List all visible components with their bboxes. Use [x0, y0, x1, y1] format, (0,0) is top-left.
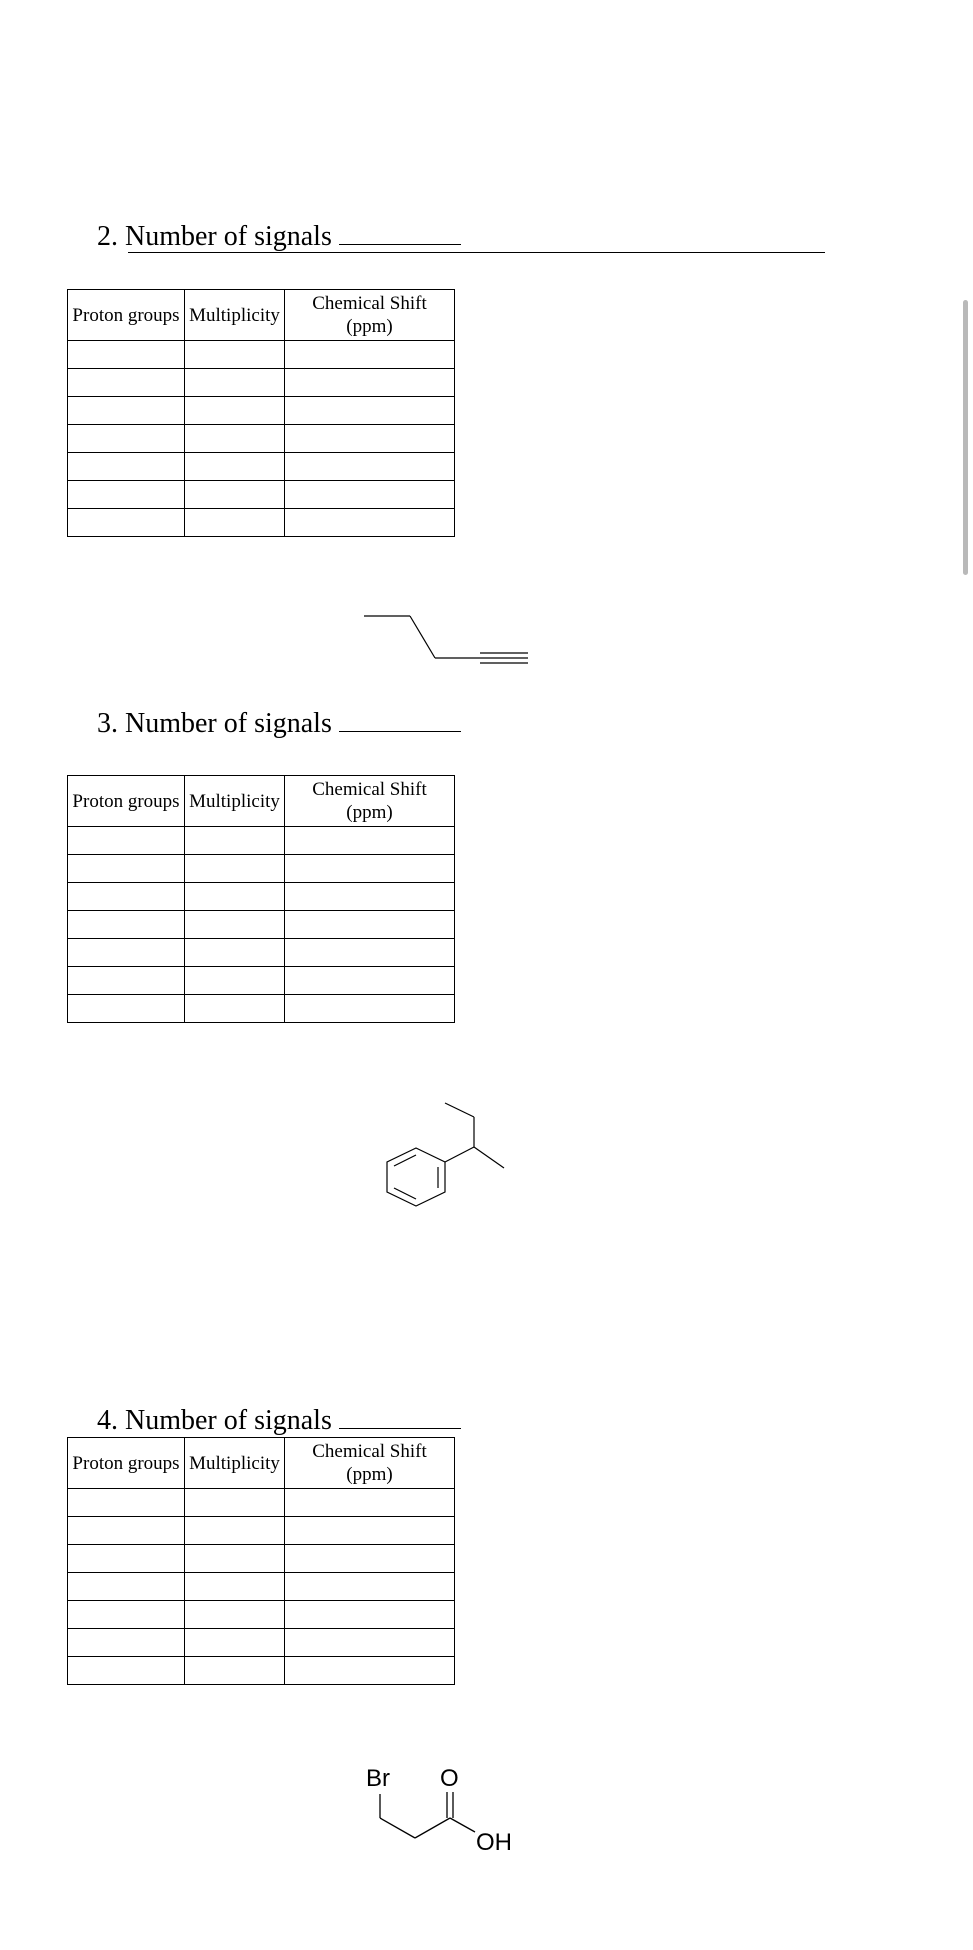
table-row	[68, 509, 455, 537]
multiplicity-cell[interactable]	[185, 1489, 285, 1517]
multiplicity-cell[interactable]	[185, 967, 285, 995]
proton-group-cell[interactable]	[68, 1573, 185, 1601]
table-row	[68, 1517, 455, 1545]
chemical-shift-cell[interactable]	[285, 1601, 455, 1629]
proton-group-cell[interactable]	[68, 827, 185, 855]
table-row	[68, 1601, 455, 1629]
multiplicity-cell[interactable]	[185, 453, 285, 481]
proton-group-cell[interactable]	[68, 1629, 185, 1657]
chemical-shift-cell[interactable]	[285, 883, 455, 911]
table-row	[68, 855, 455, 883]
chemical-shift-cell[interactable]	[285, 967, 455, 995]
proton-group-cell[interactable]	[68, 369, 185, 397]
hydroxyl-label: OH	[476, 1829, 512, 1856]
nmr-table-q2	[67, 289, 455, 537]
table-row	[68, 883, 455, 911]
question-2-heading	[97, 218, 461, 253]
multiplicity-cell[interactable]	[185, 1657, 285, 1685]
table-row	[68, 481, 455, 509]
proton-group-cell[interactable]	[68, 883, 185, 911]
question-number: 2.	[97, 221, 118, 252]
proton-group-cell[interactable]	[68, 1657, 185, 1685]
multiplicity-cell[interactable]	[185, 481, 285, 509]
proton-group-cell[interactable]	[68, 911, 185, 939]
question-label: Number of signals	[125, 708, 332, 739]
chemical-shift-cell[interactable]	[285, 911, 455, 939]
table-row	[68, 1629, 455, 1657]
but-1-yne-skeletal-structure-icon	[360, 608, 535, 668]
header-proton-groups: Proton groups	[68, 290, 185, 341]
chemical-shift-cell[interactable]	[285, 425, 455, 453]
proton-group-cell[interactable]	[68, 939, 185, 967]
multiplicity-cell[interactable]	[185, 397, 285, 425]
proton-group-cell[interactable]	[68, 995, 185, 1023]
multiplicity-cell[interactable]	[185, 883, 285, 911]
table-row	[68, 397, 455, 425]
chemical-shift-cell[interactable]	[285, 341, 455, 369]
vertical-scrollbar[interactable]	[963, 300, 968, 575]
chemical-shift-cell[interactable]	[285, 1489, 455, 1517]
multiplicity-cell[interactable]	[185, 1573, 285, 1601]
underline-rule	[128, 252, 825, 253]
table-row	[68, 1657, 455, 1685]
multiplicity-cell[interactable]	[185, 855, 285, 883]
chemical-shift-cell[interactable]	[285, 369, 455, 397]
multiplicity-cell[interactable]	[185, 827, 285, 855]
table-row	[68, 967, 455, 995]
header-chemical-shift: Chemical Shift (ppm)	[285, 776, 455, 827]
chemical-shift-cell[interactable]	[285, 995, 455, 1023]
header-chemical-shift: Chemical Shift (ppm)	[285, 1438, 455, 1489]
table-row	[68, 995, 455, 1023]
table-row	[68, 369, 455, 397]
multiplicity-cell[interactable]	[185, 1517, 285, 1545]
proton-group-cell[interactable]	[68, 1517, 185, 1545]
chemical-shift-cell[interactable]	[285, 1629, 455, 1657]
chemical-shift-cell[interactable]	[285, 509, 455, 537]
question-label: Number of signals	[125, 221, 332, 252]
carbonyl-oxygen-label: O	[440, 1765, 459, 1792]
header-chemical-shift: Chemical Shift (ppm)	[285, 290, 455, 341]
multiplicity-cell[interactable]	[185, 509, 285, 537]
proton-group-cell[interactable]	[68, 855, 185, 883]
proton-group-cell[interactable]	[68, 453, 185, 481]
chemical-shift-cell[interactable]	[285, 1573, 455, 1601]
chemical-shift-cell[interactable]	[285, 1545, 455, 1573]
header-multiplicity: Multiplicity	[185, 290, 285, 341]
header-multiplicity: Multiplicity	[185, 1438, 285, 1489]
multiplicity-cell[interactable]	[185, 425, 285, 453]
proton-group-cell[interactable]	[68, 425, 185, 453]
signals-answer-blank[interactable]	[339, 218, 461, 245]
chemical-shift-cell[interactable]	[285, 855, 455, 883]
proton-group-cell[interactable]	[68, 481, 185, 509]
proton-group-cell[interactable]	[68, 1601, 185, 1629]
chemical-shift-cell[interactable]	[285, 481, 455, 509]
header-multiplicity: Multiplicity	[185, 776, 285, 827]
proton-group-cell[interactable]	[68, 509, 185, 537]
proton-group-cell[interactable]	[68, 1545, 185, 1573]
nmr-table-q3	[67, 775, 455, 1023]
question-4-heading	[97, 1402, 461, 1437]
chemical-shift-cell[interactable]	[285, 397, 455, 425]
chemical-shift-cell[interactable]	[285, 827, 455, 855]
proton-group-cell[interactable]	[68, 341, 185, 369]
question-number: 3.	[97, 708, 118, 739]
multiplicity-cell[interactable]	[185, 369, 285, 397]
sec-butylbenzene-skeletal-structure-icon	[380, 1095, 515, 1230]
nmr-table-q4	[67, 1437, 455, 1685]
table-row	[68, 827, 455, 855]
chemical-shift-cell[interactable]	[285, 1517, 455, 1545]
multiplicity-cell[interactable]	[185, 1601, 285, 1629]
multiplicity-cell[interactable]	[185, 939, 285, 967]
table-row	[68, 911, 455, 939]
header-proton-groups: Proton groups	[68, 1438, 185, 1489]
multiplicity-cell[interactable]	[185, 1545, 285, 1573]
table-row	[68, 939, 455, 967]
multiplicity-cell[interactable]	[185, 911, 285, 939]
table-header-row	[68, 776, 455, 827]
table-row	[68, 453, 455, 481]
multiplicity-cell[interactable]	[185, 1629, 285, 1657]
multiplicity-cell[interactable]	[185, 995, 285, 1023]
bromine-label: Br	[366, 1765, 390, 1792]
table-row	[68, 1489, 455, 1517]
multiplicity-cell[interactable]	[185, 341, 285, 369]
table-row	[68, 1545, 455, 1573]
3-bromopropanoic-acid-skeletal-structure-icon	[360, 1758, 535, 1858]
signals-answer-blank[interactable]	[339, 705, 461, 732]
header-proton-groups: Proton groups	[68, 776, 185, 827]
proton-group-cell[interactable]	[68, 397, 185, 425]
chemical-shift-cell[interactable]	[285, 1657, 455, 1685]
question-label: Number of signals	[125, 1405, 332, 1436]
question-3-heading	[97, 705, 461, 740]
table-row	[68, 1573, 455, 1601]
question-number: 4.	[97, 1405, 118, 1436]
proton-group-cell[interactable]	[68, 967, 185, 995]
proton-group-cell[interactable]	[68, 1489, 185, 1517]
table-header-row	[68, 290, 455, 341]
table-row	[68, 341, 455, 369]
chemical-shift-cell[interactable]	[285, 939, 455, 967]
chemical-shift-cell[interactable]	[285, 453, 455, 481]
table-row	[68, 425, 455, 453]
signals-answer-blank[interactable]	[339, 1402, 461, 1429]
table-header-row	[68, 1438, 455, 1489]
